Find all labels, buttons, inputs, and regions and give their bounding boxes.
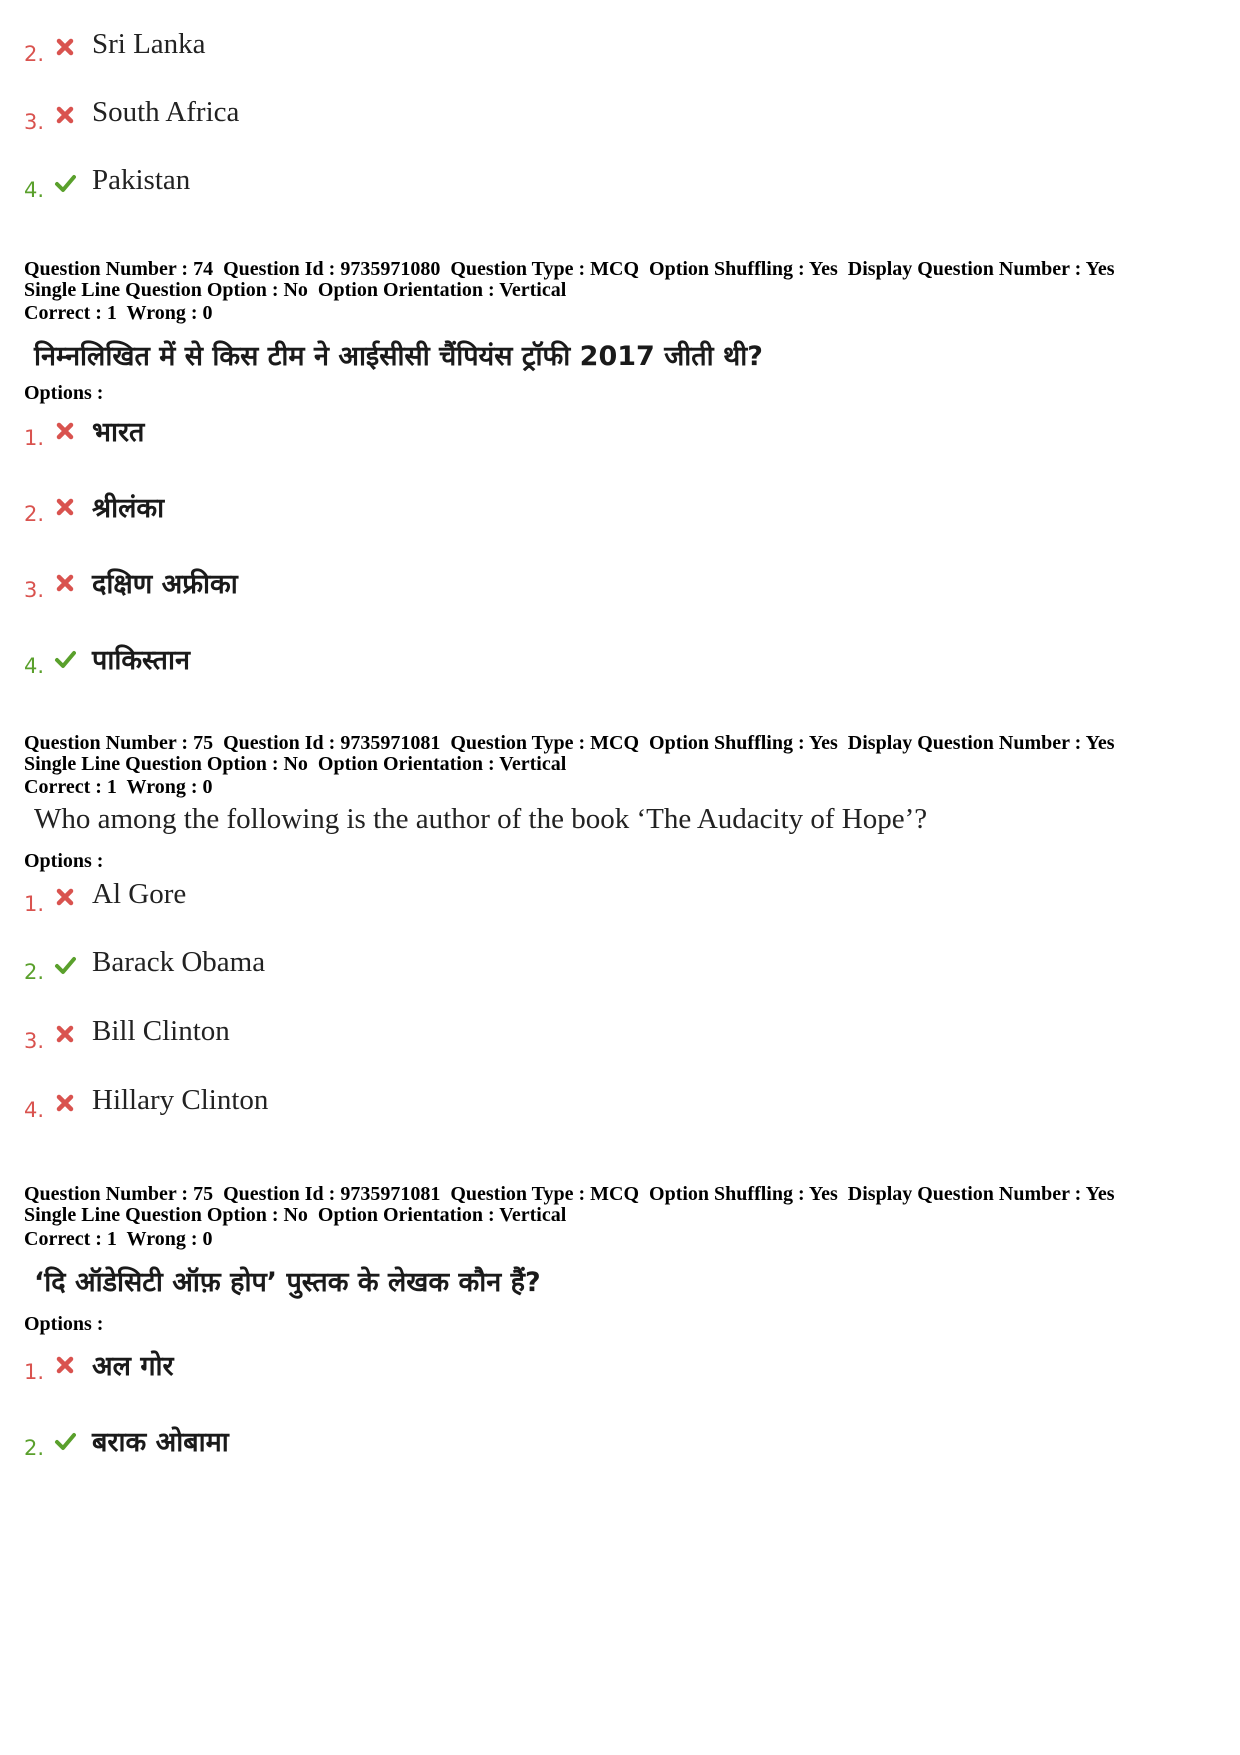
option-text: Bill Clinton <box>92 1015 230 1047</box>
cross-icon <box>54 886 76 908</box>
option-number: 4. <box>24 178 45 202</box>
option-text: Hillary Clinton <box>92 1084 269 1116</box>
cross-icon <box>54 1023 76 1045</box>
option-text: भारत <box>92 417 145 448</box>
question-meta-line: Question Number : 74 Question Id : 9735971080 Question Type : MCQ Option Shuffling : Yes Display Question Number : Yes <box>24 258 1115 280</box>
cross-icon <box>54 496 76 518</box>
question-75-hindi-meta <box>24 1184 1114 1226</box>
cross-icon <box>54 36 76 58</box>
options-label: Options : <box>24 382 104 404</box>
option-text: Pakistan <box>92 164 191 196</box>
option-number: 3. <box>24 1029 45 1053</box>
question-meta-line: Single Line Question Option : No Option Orientation : Vertical <box>24 279 567 301</box>
option-number: 1. <box>24 426 45 450</box>
option-number: 2. <box>24 502 45 526</box>
option-number: 3. <box>24 110 45 134</box>
question-meta-line: Single Line Question Option : No Option Orientation : Vertical <box>24 1204 567 1226</box>
option-number: 4. <box>24 1098 45 1122</box>
check-icon <box>54 1430 76 1452</box>
question-74-meta <box>24 259 1114 301</box>
option-text: Barack Obama <box>92 946 266 978</box>
check-icon <box>54 954 76 976</box>
cross-icon <box>54 572 76 594</box>
option-number: 1. <box>24 892 45 916</box>
question-75-score: Correct : 1 Wrong : 0 <box>24 776 213 798</box>
cross-icon <box>54 104 76 126</box>
options-label: Options : <box>24 850 104 872</box>
question-75-hindi-score: Correct : 1 Wrong : 0 <box>24 1228 213 1250</box>
option-number: 4. <box>24 654 45 678</box>
cross-icon <box>54 1354 76 1376</box>
cross-icon <box>54 1092 76 1114</box>
option-text: पाकिस्तान <box>92 645 190 676</box>
question-74-text: निम्नलिखित में से किस टीम ने आईसीसी चैंपियंस ट्रॉफी 2017 जीती थी? <box>34 341 763 372</box>
question-75-meta <box>24 733 1114 775</box>
question-75-text: Who among the following is the author of the book ‘The Audacity of Hope’? <box>34 803 928 835</box>
option-text: बराक ओबामा <box>92 1427 229 1458</box>
check-icon <box>54 648 76 670</box>
question-74-score: Correct : 1 Wrong : 0 <box>24 302 213 324</box>
option-number: 3. <box>24 578 45 602</box>
option-text: Sri Lanka <box>92 28 206 60</box>
cross-icon <box>54 420 76 442</box>
option-number: 2. <box>24 42 45 66</box>
option-number: 2. <box>24 960 45 984</box>
option-text: South Africa <box>92 96 240 128</box>
question-meta-line: Question Number : 75 Question Id : 9735971081 Question Type : MCQ Option Shuffling : Yes Display Question Number : Yes <box>24 1183 1115 1205</box>
options-label: Options : <box>24 1313 104 1335</box>
question-meta-line: Single Line Question Option : No Option Orientation : Vertical <box>24 753 567 775</box>
option-text: दक्षिण अफ्रीका <box>92 569 238 600</box>
question-meta-line: Question Number : 75 Question Id : 9735971081 Question Type : MCQ Option Shuffling : Yes Display Question Number : Yes <box>24 732 1115 754</box>
question-75-hindi-text: ‘दि ऑडेसिटी ऑफ़ होप’ पुस्तक के लेखक कौन हैं? <box>34 1267 541 1298</box>
option-text: Al Gore <box>92 878 187 910</box>
check-icon <box>54 172 76 194</box>
option-text: अल गोर <box>92 1351 174 1382</box>
option-number: 1. <box>24 1360 45 1384</box>
option-text: श्रीलंका <box>92 493 165 524</box>
option-number: 2. <box>24 1436 45 1460</box>
